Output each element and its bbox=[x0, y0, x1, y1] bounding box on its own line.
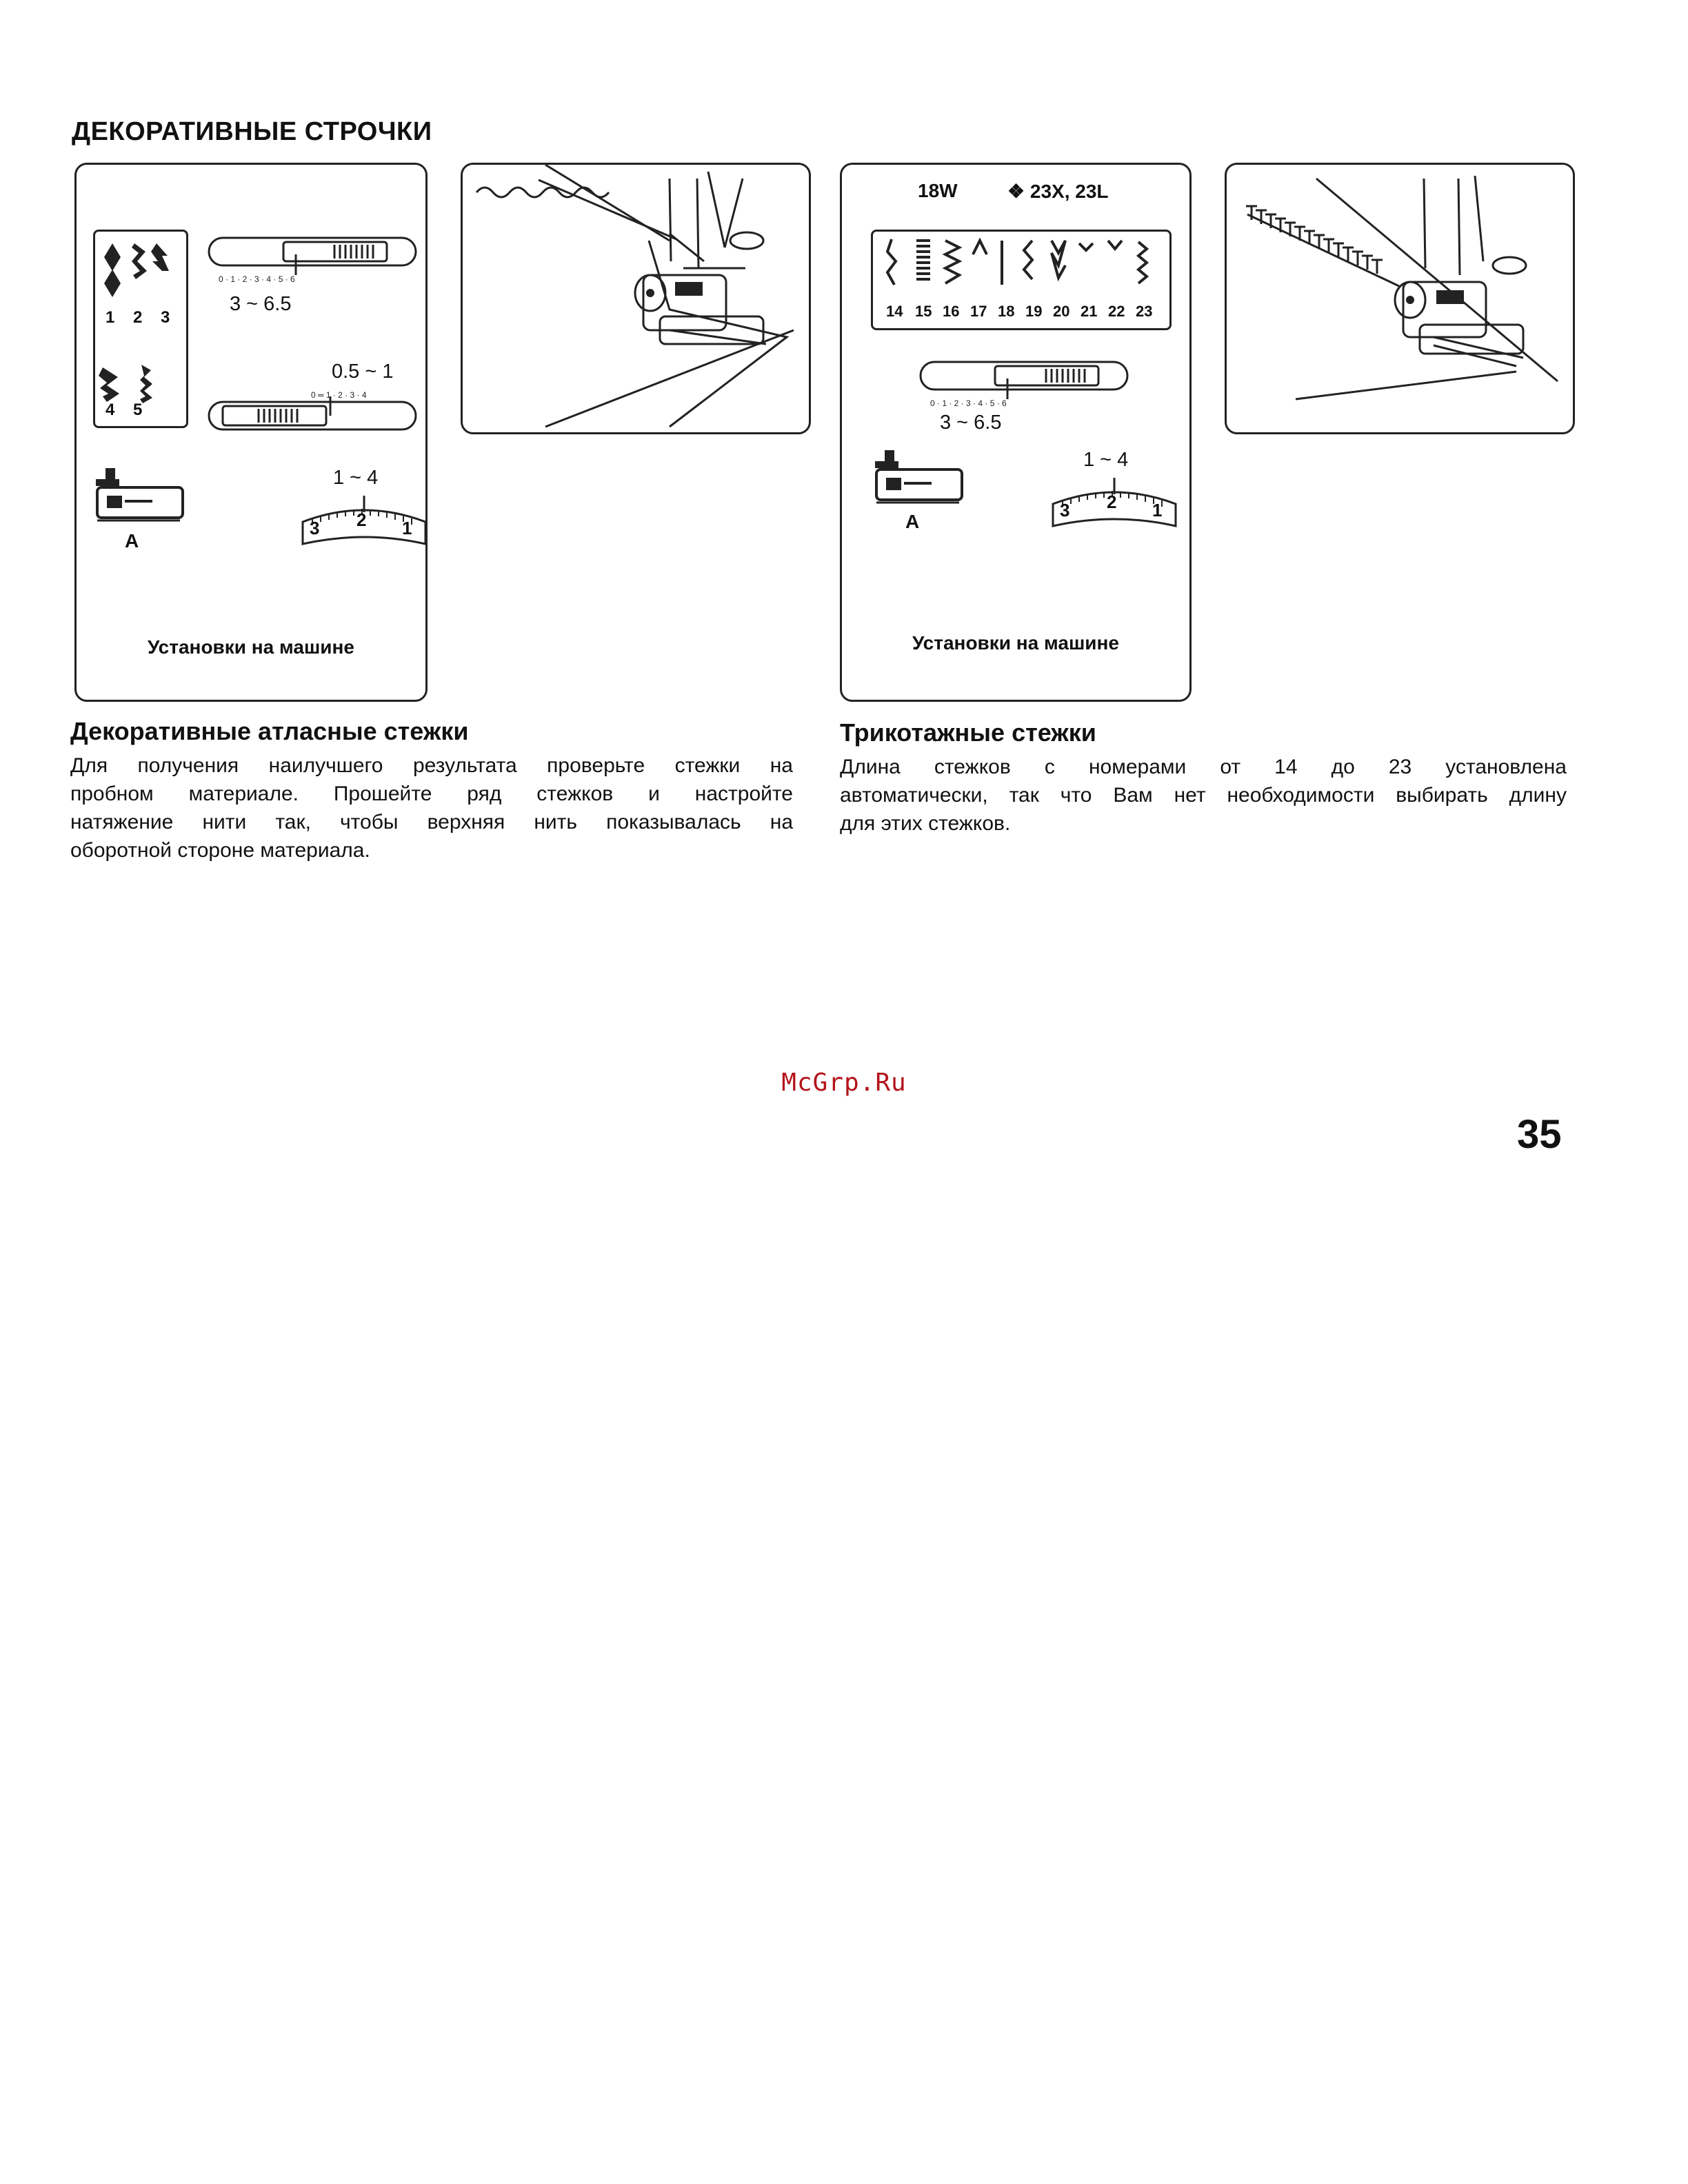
watermark-link[interactable]: McGrp.Ru bbox=[781, 1069, 907, 1097]
svg-text:0 · 1 · 2 · 3 · 4 · 5 · 6: 0 · 1 · 2 · 3 · 4 · 5 · 6 bbox=[930, 398, 1007, 408]
satin-line-1: Для получения наилучшего результата проверьте стежки на bbox=[70, 754, 793, 777]
satin-stitch-illustration-panel bbox=[461, 163, 811, 434]
model-note-23x: ❖ 23X, 23L bbox=[1007, 181, 1109, 202]
presser-foot-label: A bbox=[125, 530, 139, 552]
pattern-number-21: 21 bbox=[1081, 303, 1098, 320]
tension-scale-2: 2 bbox=[1107, 492, 1117, 512]
presser-foot-label: A bbox=[905, 511, 920, 532]
pattern-number-17: 17 bbox=[970, 303, 987, 320]
stitch-width-range: 0.5 ~ 1 bbox=[332, 361, 394, 383]
sewing-foot-scallop-illustration bbox=[463, 165, 813, 436]
model-note-18w: 18W bbox=[918, 180, 958, 201]
svg-text:0 ═ 1 · 2 · 3 · 4: 0 ═ 1 · 2 · 3 · 4 bbox=[311, 390, 367, 400]
pattern-number-16: 16 bbox=[943, 303, 960, 320]
pattern-number-14: 14 bbox=[886, 303, 903, 320]
svg-text:0 · 1 · 2 · 3 · 4 · 5 · 6: 0 · 1 · 2 · 3 · 4 · 5 · 6 bbox=[219, 274, 295, 284]
satin-line-3: натяжение нити так, чтобы верхняя нить показывалась на bbox=[70, 811, 793, 833]
pattern-number-19: 19 bbox=[1025, 303, 1043, 320]
machine-settings-panel-right bbox=[840, 163, 1192, 702]
stitch-length-slider-icon bbox=[918, 358, 1132, 413]
tension-scale-3: 3 bbox=[1060, 500, 1070, 520]
pattern-number-5: 5 bbox=[133, 401, 143, 419]
pattern-number-1: 1 bbox=[106, 308, 115, 327]
machine-settings-panel-left bbox=[74, 163, 428, 702]
satin-line-2: пробном материале. Прошейте ряд стежков и настройте bbox=[70, 782, 793, 805]
pattern-number-15: 15 bbox=[915, 303, 932, 320]
knit-line-1: Длина стежков с номерами от 14 до 23 установлена bbox=[840, 756, 1567, 778]
satin-patterns-icon bbox=[93, 230, 190, 429]
sewing-foot-knit-illustration bbox=[1227, 165, 1577, 436]
knit-stitch-illustration-panel bbox=[1225, 163, 1575, 434]
pattern-number-2: 2 bbox=[133, 308, 143, 327]
tension-scale-1: 1 bbox=[402, 518, 412, 538]
stitch-length-slider-icon bbox=[206, 234, 420, 289]
pattern-number-4: 4 bbox=[106, 401, 115, 419]
tension-range: 1 ~ 4 bbox=[333, 467, 379, 489]
pattern-number-22: 22 bbox=[1108, 303, 1125, 320]
pattern-number-23: 23 bbox=[1136, 303, 1153, 320]
section-title: ДЕКОРАТИВНЫЕ СТРОЧКИ bbox=[72, 117, 432, 146]
knit-stitches-heading: Трикотажные стежки bbox=[840, 718, 1096, 747]
pattern-number-20: 20 bbox=[1053, 303, 1070, 320]
tension-range: 1 ~ 4 bbox=[1083, 449, 1129, 471]
stitch-length-range: 3 ~ 6.5 bbox=[230, 293, 292, 315]
satin-stitches-heading: Декоративные атласные стежки bbox=[70, 717, 469, 745]
knit-line-2: автоматически, так что Вам нет необходимости выбирать длину bbox=[840, 784, 1567, 807]
page-number: 35 bbox=[1517, 1112, 1562, 1157]
stitch-length-range: 3 ~ 6.5 bbox=[940, 412, 1002, 434]
knit-line-3: для этих стежков. bbox=[840, 812, 1011, 835]
presser-foot-a-icon bbox=[90, 465, 187, 527]
stitch-width-slider-icon bbox=[206, 388, 420, 436]
presser-foot-a-icon bbox=[870, 447, 966, 509]
tension-scale-3: 3 bbox=[310, 518, 320, 538]
tension-scale-2: 2 bbox=[356, 509, 367, 530]
satin-line-4: оборотной стороне материала. bbox=[70, 839, 370, 862]
panel-caption: Установки на машине bbox=[912, 632, 1119, 654]
pattern-number-3: 3 bbox=[161, 308, 170, 327]
panel-caption: Установки на машине bbox=[148, 636, 354, 658]
knit-patterns-icon bbox=[871, 234, 1167, 296]
tension-scale-1: 1 bbox=[1152, 500, 1163, 520]
pattern-number-18: 18 bbox=[998, 303, 1015, 320]
